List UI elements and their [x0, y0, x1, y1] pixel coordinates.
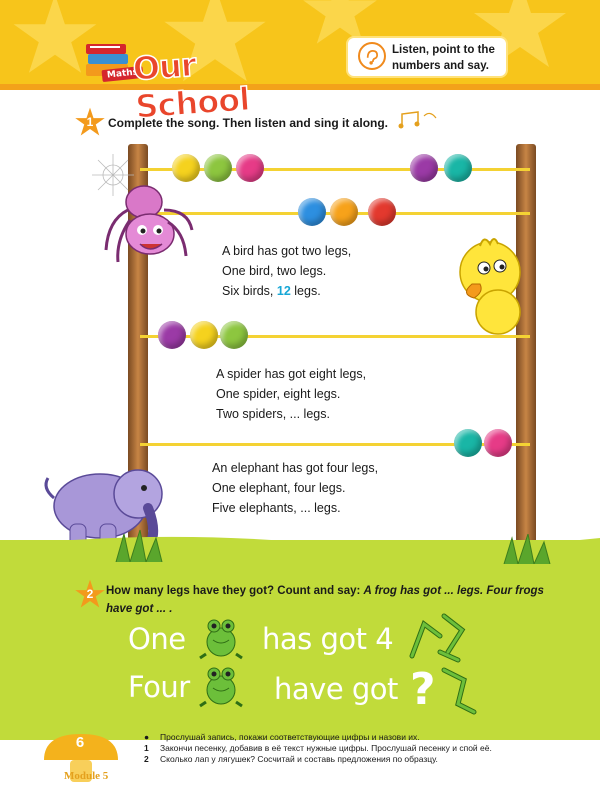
- grass-tuft-icon: [500, 534, 560, 564]
- abacus-bead: [220, 321, 248, 349]
- note-text: Прослушай запись, покажи соответствующие цифры и назови их.: [160, 732, 420, 742]
- abacus-bead: [190, 321, 218, 349]
- logo-tag: Maths: [101, 66, 143, 82]
- music-note-icon: [398, 108, 438, 130]
- abacus-bead: [368, 198, 396, 226]
- abacus-bead: [204, 154, 232, 182]
- section-logo: [84, 38, 304, 126]
- verse-elephant: [212, 458, 378, 518]
- instruction-text: Listen, point to the numbers and say.: [392, 44, 495, 72]
- bird-illustration: [450, 232, 535, 342]
- verse-line: One bird, two legs.: [222, 264, 327, 278]
- abacus-right-post: [516, 144, 536, 574]
- note-text: Закончи песенку, добавив в её текст нужные цифры. Прослушай песенку и спой её.: [160, 743, 492, 753]
- note-text: Сколько лап у лягушек? Сосчитай и составь предложения по образцу.: [160, 754, 438, 764]
- verse-line: One spider, eight legs.: [216, 387, 341, 401]
- frog-legs-icon: [404, 606, 474, 668]
- abacus-bead: [454, 429, 482, 457]
- verse-line-answer: [216, 404, 366, 424]
- verse-prefix: Five elephants,: [212, 501, 301, 515]
- verse-prefix: Two spiders,: [216, 407, 290, 421]
- note-marker: ●: [144, 732, 150, 742]
- exercise-title-plain: How many legs have they got? Count and say:: [106, 585, 364, 597]
- abacus-bead: [298, 198, 326, 226]
- exercise-title: [106, 582, 546, 618]
- handwritten-phrase: has got 4: [262, 622, 394, 656]
- module-label: Module 5: [64, 770, 109, 782]
- abacus-bead: [484, 429, 512, 457]
- verse-line-answer: [212, 498, 378, 518]
- verse-line: A spider has got eight legs,: [216, 367, 367, 381]
- abacus-bead: [410, 154, 438, 182]
- verse-line: A bird has got two legs,: [222, 244, 352, 258]
- page-number: 6: [75, 734, 85, 751]
- exercise-number: 2: [86, 587, 94, 601]
- question-mark: ?: [410, 664, 436, 715]
- listen-icon[interactable]: [358, 42, 386, 70]
- answer-blank[interactable]: ...: [300, 501, 311, 515]
- verse-line: An elephant has got four legs,: [212, 461, 379, 475]
- verse-line-answer: [222, 281, 351, 301]
- frog-icon: [196, 612, 246, 660]
- frog-icon: [196, 660, 246, 708]
- abacus-bead: [330, 198, 358, 226]
- abacus-bead: [444, 154, 472, 182]
- handwritten-phrase: have got: [274, 672, 398, 706]
- exercise-number: 1: [86, 115, 94, 129]
- verse-line: One elephant, four legs.: [212, 481, 346, 495]
- exercise-title: Complete the song. Then listen and sing it along.: [108, 116, 389, 130]
- handwritten-word: Four: [128, 670, 190, 704]
- note-row: [144, 743, 584, 754]
- note-row: [144, 754, 584, 765]
- note-row: [144, 732, 584, 743]
- verse-bird: [222, 241, 351, 301]
- note-marker: 2: [144, 754, 149, 764]
- verse-prefix: Six birds,: [222, 284, 277, 298]
- verse-suffix: legs.: [310, 501, 341, 515]
- answer-blank[interactable]: ...: [289, 407, 301, 421]
- handwritten-word: One: [128, 622, 186, 656]
- spider-illustration: [88, 150, 198, 270]
- verse-spider: [216, 364, 366, 424]
- logo-title: Our School: [131, 45, 251, 126]
- exercise-title-italic: A frog has got ... legs. Four frogs have got ... .: [106, 585, 544, 615]
- verse-suffix: legs.: [290, 284, 321, 298]
- abacus-bead: [158, 321, 186, 349]
- note-marker: 1: [144, 743, 149, 753]
- frog-legs-icon: [434, 660, 484, 720]
- verse-suffix: legs.: [300, 407, 330, 421]
- teacher-notes: [144, 732, 584, 765]
- grass-tuft-icon: [112, 528, 172, 562]
- answer-value: 12: [276, 284, 291, 298]
- abacus-bead: [236, 154, 264, 182]
